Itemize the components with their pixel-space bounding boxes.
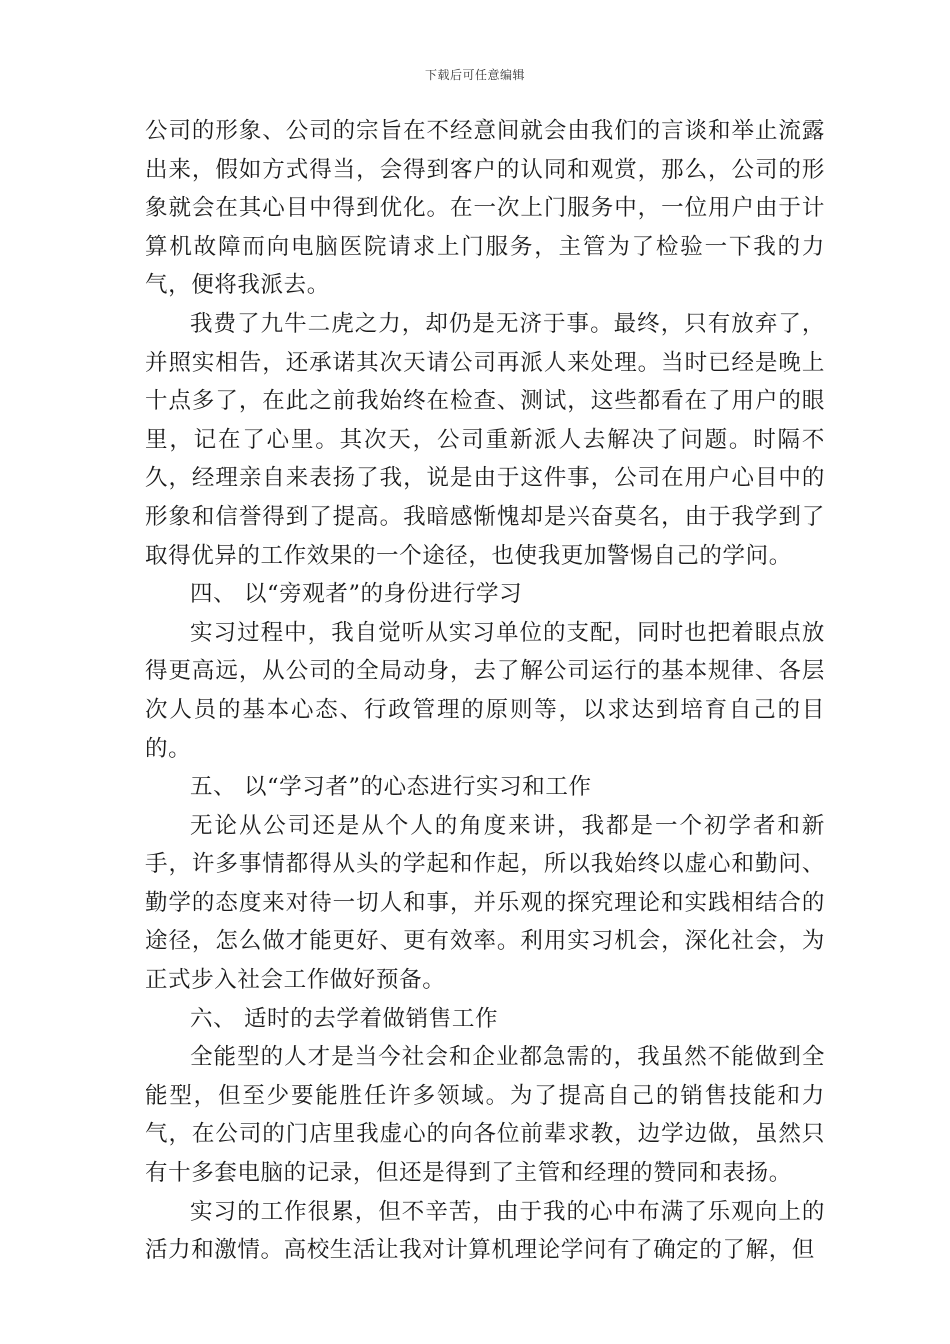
section-heading-sales: 六、 适时的去学着做销售工作 (190, 1005, 499, 1032)
document-body (145, 112, 825, 1270)
paragraph-company-image: 公司的形象、公司的宗旨在不经意间就会由我们的言谈和举止流露出来，假如方式得当，会得到客户的认同和观赏，那么，公司的形象就会在其心目中得到优化。在一次上门服务中，一位用户由于计算机故障而向电脑医院请求上门服务，主管为了检验一下我的力气，便将我派去。 (145, 118, 825, 299)
page-header: 下载后可任意编辑 (424, 68, 525, 82)
section-heading-learner: 五、 以“学习者”的心态进行实习和工作 (190, 774, 592, 801)
paragraph-sales: 全能型的人才是当今社会和企业都急需的，我虽然不能做到全能型，但至少要能胜任许多领域。为了提高自己的销售技能和力气，在公司的门店里我虚心的向各位前辈求教，边学边做，虽然只有十多套电脑的记录，但还是得到了主管和经理的赞同和表扬。 (145, 1044, 825, 1187)
paragraph-summary: 实习的工作很累，但不辛苦，由于我的心中布满了乐观向上的活力和激情。高校生活让我对计算机理论学问有了确定的了解，但 (145, 1198, 825, 1264)
paragraph-observer: 实习过程中，我自觉听从实习单位的支配，同时也把着眼点放得更高远，从公司的全局动身，去了解公司运行的基本规律、各层次人员的基本心态、行政管理的原则等，以求达到培育自己的目的。 (145, 619, 825, 762)
section-heading-observer: 四、 以“旁观者”的身份进行学习 (190, 581, 523, 608)
paragraph-service-story: 我费了九牛二虎之力，却仍是无济于事。最终，只有放弃了，并照实相告，还承诺其次天请公司再派人来处理。当时已经是晚上十点多了，在此之前我始终在检查、测试，这些都看在了用户的眼里，记在了心里。其次天，公司重新派人去解决了问题。时隔不久，经理亲自来表扬了我，说是由于这件事，公司在用户心目中的形象和信誉得到了提高。我暗感惭愧却是兴奋莫名，由于我学到了取得优异的工作效果的一个途径，也使我更加警惕自己的学问。 (145, 310, 825, 569)
paragraph-learner: 无论从公司还是从个人的角度来讲，我都是一个初学者和新手，许多事情都得从头的学起和作起，所以我始终以虚心和勤问、勤学的态度来对待一切人和事，并乐观的探究理论和实践相结合的途径，怎么做才能更好、更有效率。利用实习机会，深化社会，为正式步入社会工作做好预备。 (145, 812, 825, 994)
